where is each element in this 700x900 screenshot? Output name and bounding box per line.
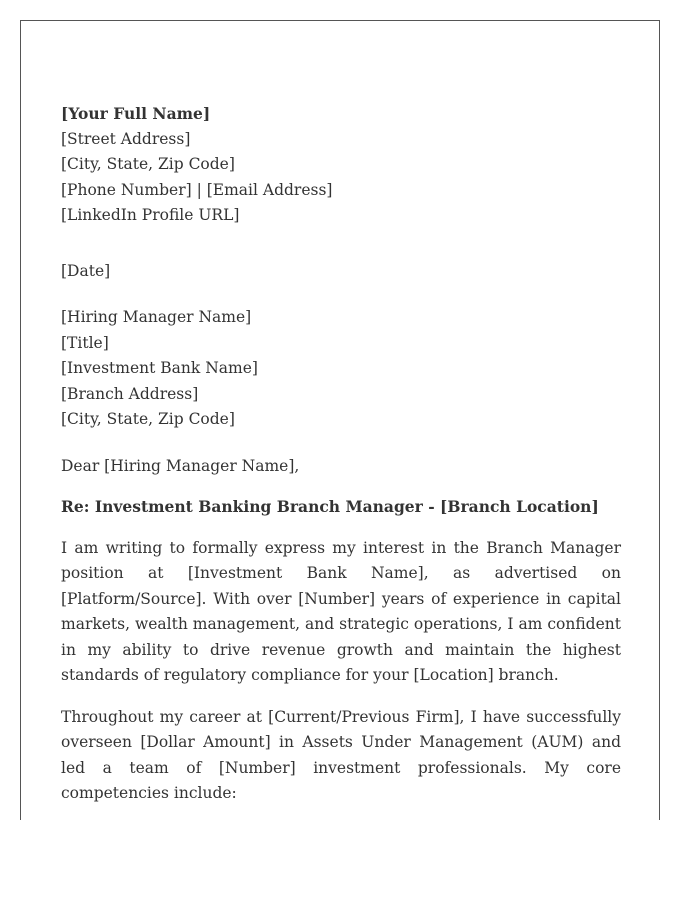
recipient-company: [Investment Bank Name]: [61, 359, 258, 377]
body-paragraph-1: I am writing to formally express my interest in the Branch Manager position at [Investment Bank Name], as advertised on [Platform/Source]. With over [Number] years of experience in capital markets, wealth management, and strategic operations, I am confident in my ability to drive revenue growth and maintain the highest standards of regulatory compliance for your [Location] branch.: [61, 538, 621, 684]
salutation: Dear [Hiring Manager Name],: [61, 456, 300, 475]
salutation-block: [61, 454, 621, 480]
subject-line: Re: Investment Banking Branch Manager - [Branch Location]: [61, 497, 599, 516]
body-paragraph-2: Throughout my career at [Current/Previous Firm], I have successfully overseen [Dollar Amount] in Assets Under Management (AUM) and led a team of [Number] investment professionals. My core competencies include:: [61, 707, 621, 802]
recipient-block: [61, 305, 621, 433]
sender-name: [Your Full Name]: [61, 104, 211, 123]
sender-linkedin: [LinkedIn Profile URL]: [61, 206, 240, 224]
recipient-city: [City, State, Zip Code]: [61, 410, 235, 428]
letter-content: [61, 101, 621, 820]
sender-block: [61, 101, 621, 229]
date-block: [61, 259, 621, 285]
recipient-name: [Hiring Manager Name]: [61, 308, 252, 326]
sender-contact: [Phone Number] | [Email Address]: [61, 180, 333, 199]
sender-city: [City, State, Zip Code]: [61, 155, 235, 173]
letter-date: [Date]: [61, 261, 111, 280]
recipient-address: [Branch Address]: [61, 384, 199, 403]
letter-page: [20, 20, 660, 820]
sender-street: [Street Address]: [61, 129, 191, 148]
recipient-title: [Title]: [61, 333, 109, 352]
